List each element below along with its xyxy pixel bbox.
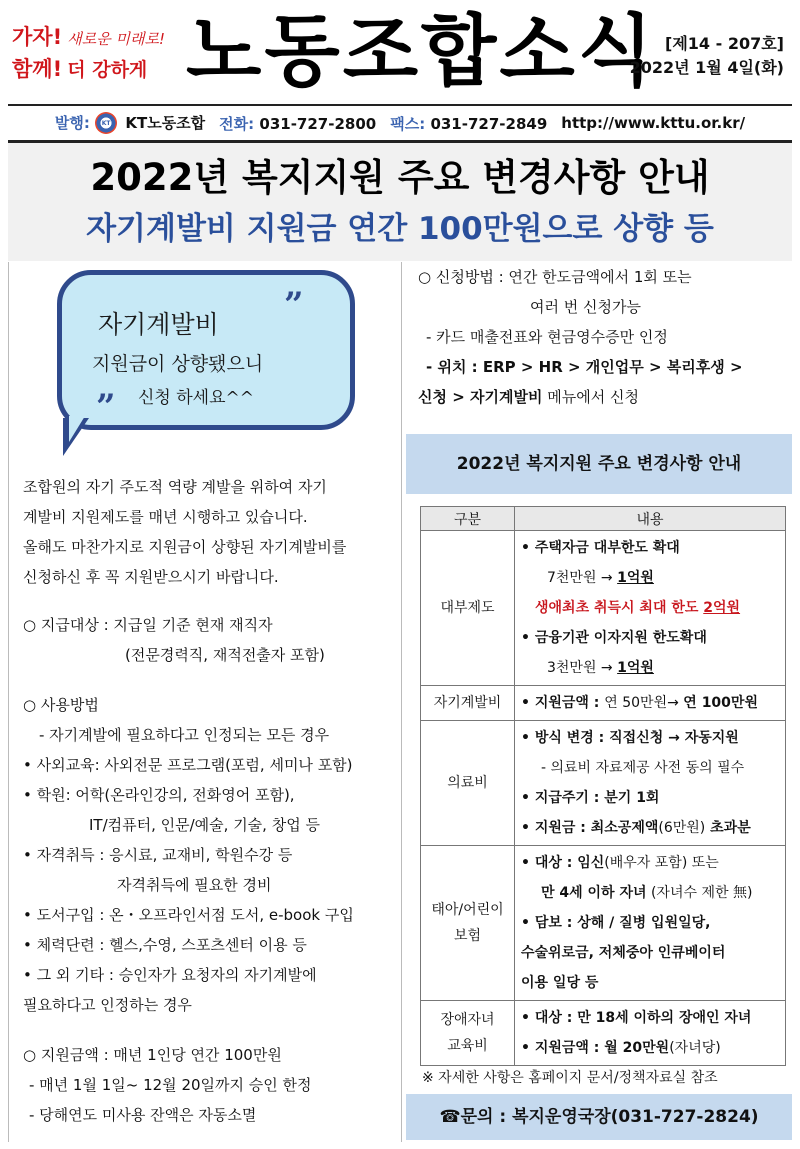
header-content: 내용 [515, 507, 786, 531]
loan-before: 7천만원 → [547, 570, 618, 586]
first-home-limit: 생애최초 취득시 최대 한도 [535, 600, 704, 616]
speech-bubble [57, 270, 355, 430]
changes-table [420, 506, 786, 1066]
apply-line: 여러 번 신청가능 [530, 298, 641, 316]
bubble-line-1: 자기계발비 [98, 310, 219, 339]
disabled-line [521, 1033, 779, 1063]
medical-amount-note: (6만원) [658, 820, 706, 836]
intro-line: 계발비 지원제도를 매년 시행하고 있습니다. [23, 508, 308, 526]
category-loan: 대부제도 [421, 531, 515, 686]
interest-before: 3천만원 → [547, 660, 618, 676]
slogan-line-2 [12, 54, 172, 86]
slogan-together: 함께! [12, 57, 63, 81]
eligibility-detail: (전문경력직, 재적전출자 포함) [125, 646, 325, 664]
table-row-disabled-education [421, 1001, 786, 1066]
medical-line: - 의료비 자료제공 사전 동의 필수 [541, 760, 745, 776]
table-header-row [421, 507, 786, 531]
left-column [8, 262, 402, 1142]
intro-line: 조합원의 자기 주도적 역량 계발을 위하여 자기 [23, 478, 327, 496]
amount-line: - 매년 1월 1일~ 12월 20일까지 승인 한정 [29, 1076, 312, 1094]
bubble-line-3: 신청 하세요^^ [138, 388, 255, 408]
child-line [521, 848, 779, 878]
usage-line: • 도서구입 : 온・오프라인서점 도서, e-book 구입 [23, 906, 354, 924]
table-row-selfdev [421, 686, 786, 721]
intro-line: 신청하신 후 꼭 지원받으시기 바랍니다. [23, 568, 279, 586]
loan-line: • 주택자금 대부한도 확대 [521, 540, 680, 556]
category-selfdev: 자기계발비 [421, 686, 515, 721]
loan-line [521, 653, 779, 683]
loan-after: 1억원 [617, 570, 654, 586]
loan-line: • 금융기관 이자지원 한도확대 [521, 630, 707, 646]
issue-info [630, 32, 784, 80]
child-target-value: 임신 [577, 855, 605, 871]
issue-date: 2022년 1월 4일(화) [629, 58, 784, 77]
disabled-amount-note: (자녀당) [669, 1040, 721, 1056]
medical-amount-suffix: 초과분 [705, 820, 751, 836]
selfdev-after: 연 100만원 [683, 695, 758, 711]
slogan-stronger: 더 강하게 [67, 59, 148, 81]
phone-label: 전화: [219, 114, 255, 133]
apply-line [418, 382, 639, 412]
publisher-bar [8, 108, 792, 138]
medical-line [521, 783, 779, 813]
category-disabled-education [421, 1001, 515, 1066]
usage-line: 필요하다고 인정하는 경우 [23, 996, 192, 1014]
child-age-limit: 만 4세 이하 자녀 [541, 885, 647, 901]
usage-line: IT/컴퓨터, 인문/예술, 기술, 창업 등 [89, 816, 320, 834]
category-disabled-line-2: 교육비 [447, 1038, 488, 1054]
slogan-go: 가자! [12, 25, 63, 49]
disabled-amount-value: 월 20만원 [604, 1040, 670, 1056]
child-line: 수술위로금, 저체중아 인큐베이터 [521, 945, 726, 961]
usage-line: • 체력단련 : 헬스,수영, 스포츠센터 이용 등 [23, 936, 307, 954]
reference-note: ※ 자세한 사항은 홈페이지 문서/정책자료실 참조 [422, 1070, 718, 1086]
loan-line [521, 593, 779, 623]
disabled-amount-label: • 지원금액 : [521, 1040, 605, 1056]
slogan-future: 새로운 미래로! [67, 30, 165, 48]
child-line: • 담보 : 상해 / 질병 입원일당, [521, 915, 711, 931]
masthead [0, 0, 800, 102]
child-target-note: (배우자 포함) 또는 [604, 855, 719, 871]
medical-method-value: 직접신청 → 자동지원 [609, 730, 739, 746]
table-row-child-insurance [421, 846, 786, 1001]
usage-line: • 학원: 어학(온라인강의, 전화영어 포함), [23, 786, 295, 804]
summary-title: 2022년 복지지원 주요 변경사항 안내 [406, 434, 792, 494]
quote-mark-open: ” [96, 387, 116, 427]
website-link[interactable]: http://www.kttu.or.kr/ [561, 114, 746, 132]
category-disabled-line-1: 장애자녀 [440, 1012, 495, 1028]
newspaper-title: 노동조합소식 [186, 7, 657, 97]
publisher-org: KT노동조합 [125, 113, 206, 132]
headline-subtitle: 자기계발비 지원금 연간 100만원으로 상향 등 [86, 211, 714, 247]
selfdev-line [521, 688, 779, 718]
usage-line: • 그 외 기타 : 승인자가 요청자의 자기계발에 [23, 966, 317, 984]
medical-method-label: • 방식 변경 : [521, 730, 610, 746]
medical-cycle-value: 분기 1회 [604, 790, 660, 806]
apply-line: - 위치 : ERP > HR > 개인업무 > 복리후생 > [426, 358, 743, 376]
apply-line: - 카드 매출전표와 현금영수증만 인정 [426, 328, 668, 346]
disabled-line [521, 1003, 779, 1033]
quote-mark-close: ” [284, 285, 304, 325]
disabled-target-label: • 대상 : [521, 1010, 578, 1026]
publisher-label: 발행: [54, 113, 90, 132]
right-column [406, 262, 792, 1142]
medical-line [521, 813, 779, 843]
child-target-label: • 대상 : [521, 855, 578, 871]
selfdev-before: 연 50만원→ [604, 695, 684, 711]
medical-amount-label: • 지원금 : [521, 820, 591, 836]
fax-label: 팩스: [390, 114, 426, 133]
child-line: 이용 일당 등 [521, 975, 599, 991]
medical-line [521, 723, 779, 753]
headline [8, 143, 792, 261]
apply-line: ○ 신청방법 : 연간 한도금액에서 1회 또는 [418, 268, 692, 286]
usage-line: • 자격취득 : 응시료, 교재비, 학원수강 등 [23, 846, 293, 864]
amount-line: - 당해연도 미사용 잔액은 자동소멸 [29, 1106, 257, 1124]
bubble-line-2: 지원금이 상향됐으니 [92, 353, 264, 375]
header-category: 구분 [421, 507, 515, 531]
usage-heading: ○ 사용방법 [23, 696, 99, 714]
category-child-line-1: 태아/어린이 [431, 902, 504, 918]
amount-heading: ○ 지원금액 : 매년 1인당 연간 100만원 [23, 1046, 282, 1064]
apply-menu-path: 신청 > 자기계발비 [418, 388, 543, 406]
contact-info: ☎문의 : 복지운영국장(031-727-2824) [406, 1094, 792, 1140]
child-count-note: (자녀수 제한 無) [646, 885, 753, 901]
interest-after: 1억원 [617, 660, 654, 676]
kt-logo-icon: KT [95, 112, 117, 134]
child-line [521, 878, 779, 908]
apply-menu-suffix: 메뉴에서 신청 [542, 388, 639, 406]
bubble-tail-inner [69, 416, 85, 442]
phone-number: 031-727-2800 [259, 114, 377, 133]
intro-line: 올해도 마찬가지로 지원금이 상향된 자기계발비를 [23, 538, 347, 556]
usage-line: - 자기계발에 필요하다고 인정되는 모든 경우 [39, 726, 330, 744]
headline-title: 2022년 복지지원 주요 변경사항 안내 [90, 156, 710, 199]
slogan-line-1 [12, 22, 172, 54]
medical-cycle-label: • 지급주기 : [521, 790, 605, 806]
category-child-insurance [421, 846, 515, 1001]
divider-top [8, 104, 792, 106]
selfdev-label: • 지원금액 : [521, 695, 605, 711]
loan-line [521, 563, 779, 593]
table-row-loan [421, 531, 786, 686]
eligibility-line: ○ 지급대상 : 지급일 기준 현재 재직자 [23, 616, 273, 634]
category-medical: 의료비 [421, 721, 515, 846]
medical-amount-value: 최소공제액 [590, 820, 659, 836]
disabled-target-value: 만 18세 이하의 장애인 자녀 [577, 1010, 752, 1026]
first-home-amount: 2억원 [703, 600, 741, 616]
slogan [12, 22, 172, 86]
category-child-line-2: 보험 [453, 928, 482, 944]
usage-line: 자격취득에 필요한 경비 [117, 876, 272, 894]
fax-number: 031-727-2849 [430, 114, 548, 133]
issue-number: [제14 - 207호] [665, 34, 784, 53]
usage-line: • 사외교육: 사외전문 프로그램(포럼, 세미나 포함) [23, 756, 353, 774]
table-row-medical [421, 721, 786, 846]
